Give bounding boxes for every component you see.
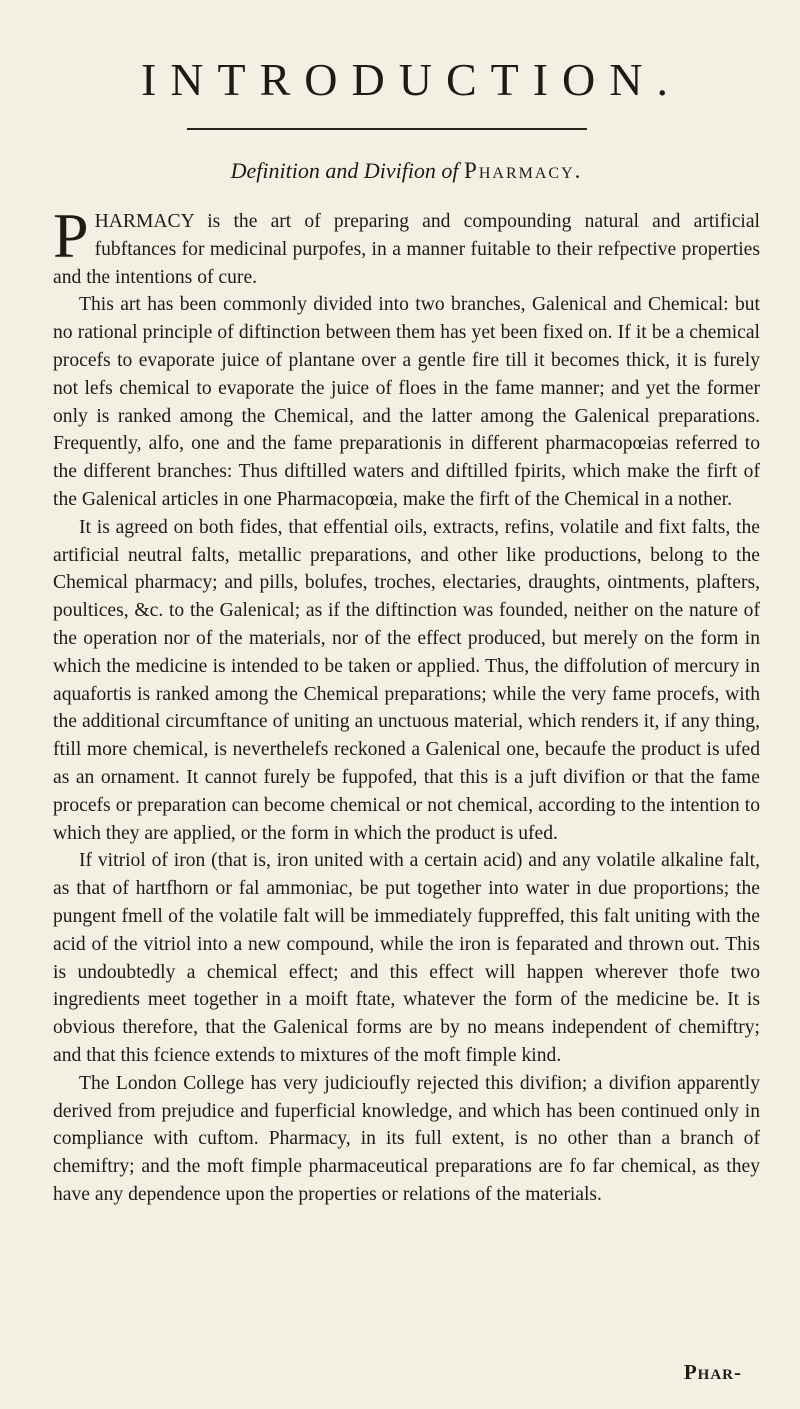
page-heading: INTRODUCTION. xyxy=(140,54,682,105)
subheading-italic: Definition and Divifion of xyxy=(230,158,459,183)
paragraph-1-text: HARMACY is the art of preparing and compounding natural and artificial fubftances for medicinal purpofes, in a manner fuitable to their refpective properties and the intentions of cure. xyxy=(53,211,760,288)
subheading-caps: Pharmacy. xyxy=(464,158,583,183)
paragraph-4: If vitriol of iron (that is, iron united with a certain acid) and any volatile alkaline falt, as that of hartfhorn or fal ammoniac, be put together into water in due proportions; the pungent fmell of the volatile falt will be immediately fuppreffed, this falt uniting with the acid of the vitriol into a new compound, while the iron is feparated and thrown out. This is undoubtedly a chemical effect; and this effect will happen wherever thofe two ingredients meet together in a moift ftate, whatever the form of the medicine be. It is obvious therefore, that the Galenical forms are by no means independent of chemiftry; and that this fcience extends to mixtures of the moft fimple kind. xyxy=(53,850,760,1066)
paragraph-3: It is agreed on both fides, that effential oils, extracts, refins, volatile and fixt falts, the artificial neutral falts, metallic preparations, and other like productions, belong to the Chemical pharmacy; and pills, bolufes, troches, electaries, draughts, ointments, plafters, poultices, &c. to the Galenical; as if the diftinction was founded, neither on the nature of the operation nor of the materials, nor of the effect produced, but merely on the form in which the medicine is intended to be taken or applied. Thus, the diffolution of mercury in aquafortis is ranked among the Chemical preparations; while the very fame procefs, with the additional circumftance of uniting an unctuous material, which renders it, if any thing, ftill more chemical, is neverthelefs reckoned a Galenical one, becaufe the product is ufed as an ornament. It cannot furely be fuppofed, that this is a juft divifion or that the fame procefs or preparation can become chemical or not chemical, according to the intention to which they are applied, or the form in which the product is ufed. xyxy=(53,516,760,844)
paragraph-1 xyxy=(53,200,760,291)
paragraph-5: The London College has very judicioufly rejected this divifion; a divifion apparently derived from prejudice and fuperficial knowledge, and which has been continued only in compliance with cuftom. Pharmacy, in its full extent, is no other than a branch of chemiftry; and the moft fimple pharmaceutical preparations are fo far chemical, as they have any dependence upon the properties or relations of the materials. xyxy=(53,1072,760,1205)
paragraph-2: This art has been commonly divided into two branches, Galenical and Chemical: but no rational principle of diftinction between them has yet been fixed on. If it be a chemical procefs to evaporate juice of plantane over a gentle fire till it becomes thick, it is furely not lefs chemical to evaporate the juice of floes in the fame manner; and yet the former only is ranked among the Chemical, and the latter among the Galenical preparations. Frequently, alfo, one and the fame preparationis in different pharmacopœias referred to the different branches: Thus diftilled waters and diftilled fpirits, which make the firft of the Galenical articles in one Pharmacopœia, make the firft of the Chemical in a nother. xyxy=(53,294,760,510)
body-text xyxy=(53,200,760,1209)
drop-cap: P xyxy=(53,200,89,271)
heading-rule xyxy=(187,128,587,130)
section-subheading xyxy=(53,156,760,186)
catchword: Phar- xyxy=(683,1360,742,1384)
